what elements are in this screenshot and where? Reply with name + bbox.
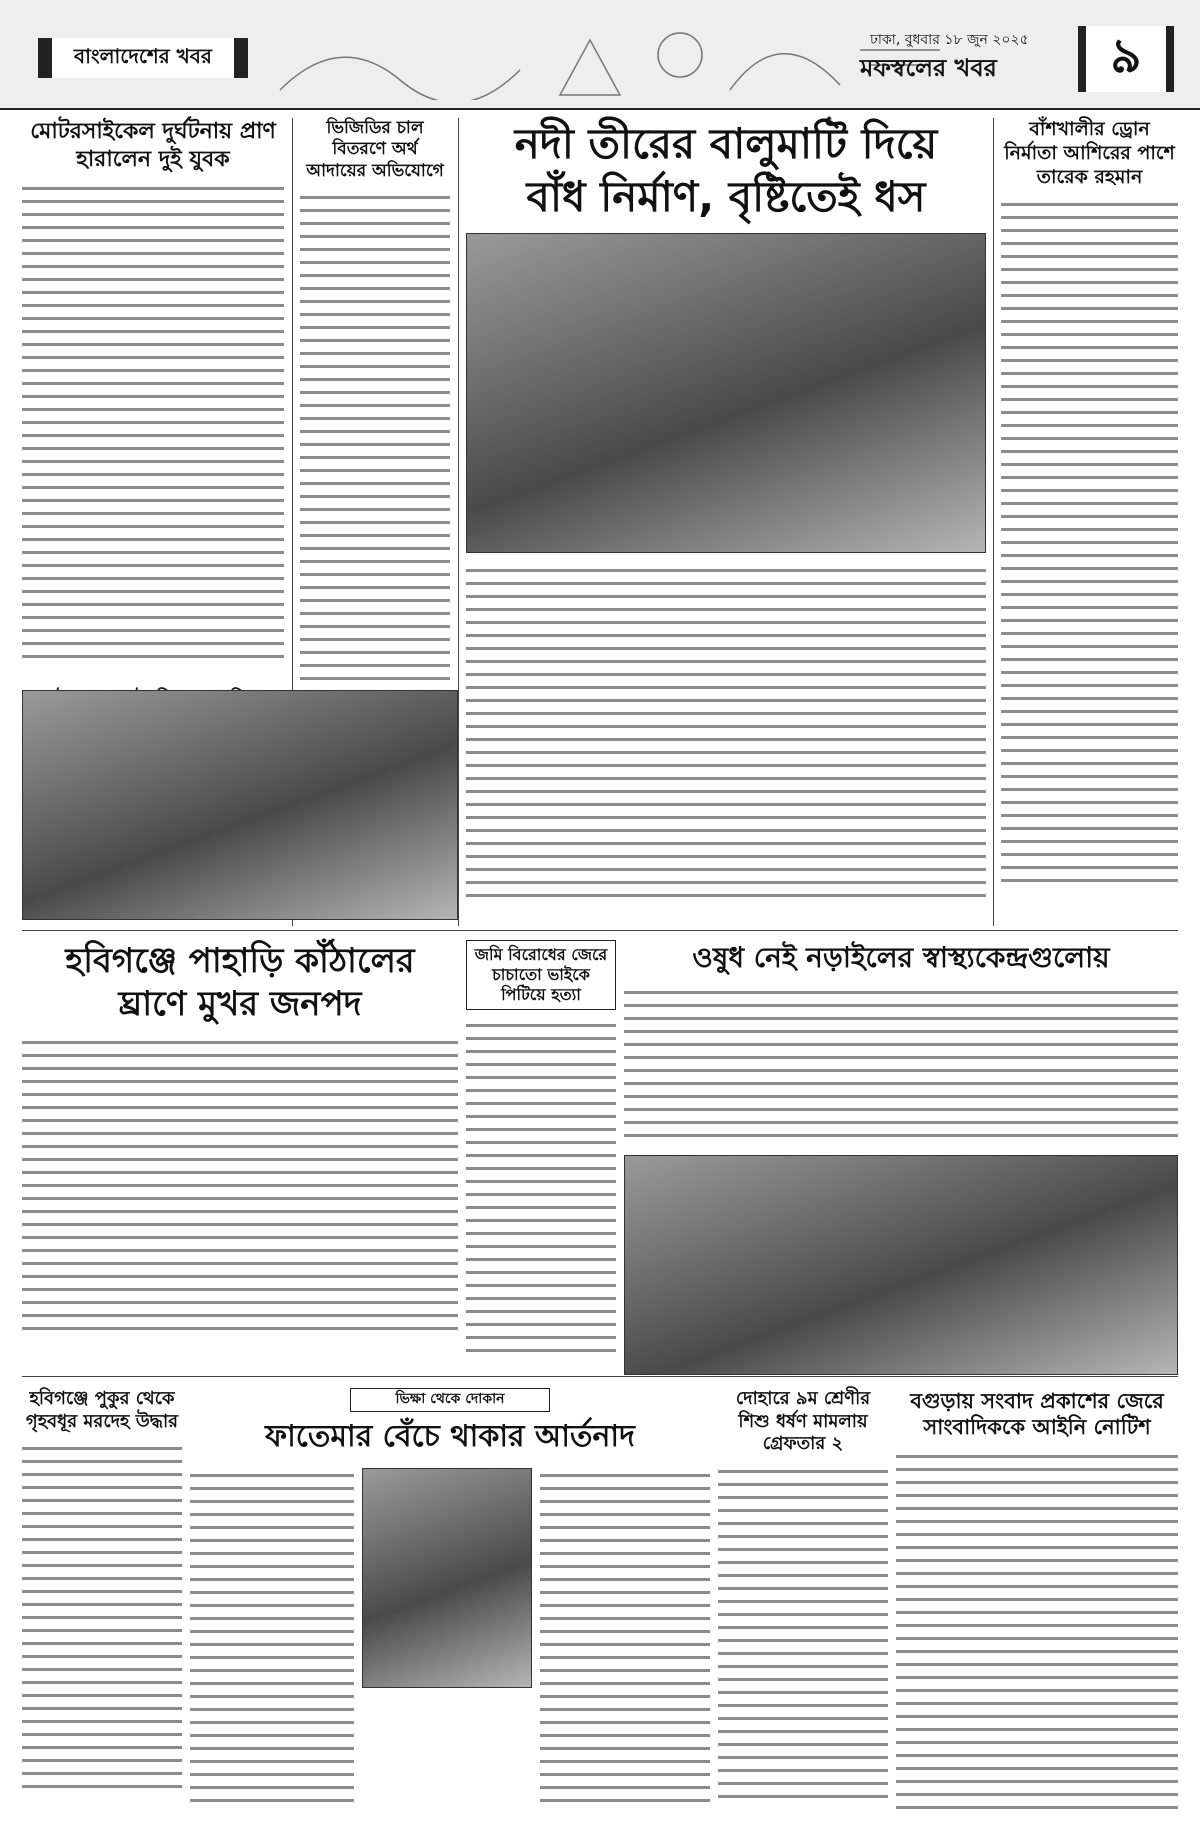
embankment-collapse-photo [466, 233, 986, 553]
lead-headline-line2: বাঁধ নির্মাণ, বৃষ্টিতেই ধস [526, 171, 926, 221]
article-kicker: ভিক্ষা থেকে দোকান [350, 1388, 550, 1412]
article-body-text [896, 1449, 1178, 1809]
section-rule [22, 1376, 1178, 1377]
article-body-text [22, 181, 284, 661]
article-headline: ভিজিডির চাল বিতরণে অর্থ আদায়ের অভিযোগে [306, 118, 444, 181]
article-headline: বাঁশখালীর ড্রোন নির্মাতা আশিরের পাশে তারেক রহমান [1004, 118, 1175, 188]
article-headline: দোহারে ৯ম শ্রেণীর শিশু ধর্ষণ মামলায় গ্রেফতার ২ [735, 1388, 871, 1454]
section-label-left: বাংলাদেশের খবর [38, 38, 248, 78]
folk-art-header-illustration [260, 10, 960, 100]
article-headline: মোটরসাইকেল দুর্ঘটনায় প্রাণ হারালেন দুই যুবক [30, 119, 276, 172]
feature-headline-line2: ঘ্রাণে মুখর জনপদ [118, 983, 362, 1024]
article-land-dispute [466, 940, 616, 1366]
article-body-text [1001, 197, 1178, 887]
article-banshkhali [1001, 118, 1178, 926]
article-body-text [22, 1441, 182, 1791]
jackfruit-photo [22, 690, 458, 920]
article-fatema [190, 1388, 710, 1828]
article-headline: ফাতেমার বেঁচে থাকার আর্তনাদ [265, 1418, 635, 1454]
section-title: মফস্বলের খবর [860, 54, 997, 82]
article-pond [22, 1388, 182, 1828]
article-embankment [466, 118, 986, 926]
page-number: ৯ [1078, 26, 1174, 92]
article-jackfruit [22, 940, 458, 1366]
article-headline: জমি বিরোধের জেরে চাচাতো ভাইকে পিটিয়ে হত্যা [466, 940, 616, 1010]
edition-date: ঢাকা, বুধবার ১৮ জুন ২০২৫ [870, 32, 1029, 48]
article-bogura [896, 1388, 1178, 1828]
health-centre-building-photo [624, 1155, 1178, 1375]
article-body-text [540, 1468, 710, 1808]
column-rule [458, 118, 459, 926]
article-headline: ওষুধ নেই নড়াইলের স্বাস্থ্যকেন্দ্রগুলোয় [692, 941, 1110, 974]
fatema-shop-photo [362, 1468, 532, 1688]
article-motorcycle [22, 118, 284, 678]
article-body-text [190, 1468, 354, 1808]
article-body-text [624, 985, 1178, 1145]
section-rule [22, 930, 1178, 931]
article-body-text [466, 563, 986, 903]
article-narail [624, 940, 1178, 1366]
page-header [0, 0, 1200, 110]
article-body-text [718, 1464, 888, 1804]
lead-headline-line1: নদী তীরের বালুমাটি দিয়ে [514, 119, 938, 168]
article-body-text [22, 1035, 458, 1335]
article-body-text [466, 1018, 616, 1358]
article-dohar [718, 1388, 888, 1828]
article-headline: হবিগঞ্জে পুকুর থেকে গৃহবধূর মরদেহ উদ্ধার [25, 1388, 179, 1432]
column-rule [993, 118, 994, 926]
feature-headline-line1: হবিগঞ্জে পাহাড়ি কাঁঠালের [65, 941, 415, 981]
article-headline: বগুড়ায় সংবাদ প্রকাশের জেরে সাংবাদিককে আইনি নোটিশ [910, 1389, 1164, 1440]
